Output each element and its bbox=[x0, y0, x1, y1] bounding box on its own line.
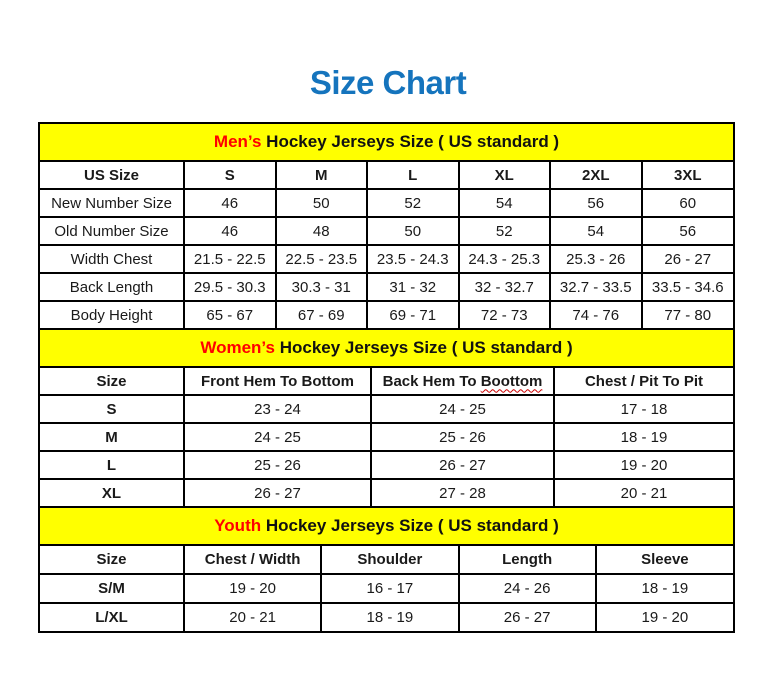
column-header: Size bbox=[40, 368, 184, 395]
size-cell: 72 - 73 bbox=[459, 301, 551, 328]
womens-header-row bbox=[40, 368, 733, 395]
size-cell: 21.5 - 22.5 bbox=[184, 245, 276, 273]
size-cell: 50 bbox=[276, 189, 368, 217]
back-hem-misspelled-word: Boottom bbox=[480, 372, 543, 390]
row-label: Width Chest bbox=[40, 245, 184, 273]
table-row bbox=[40, 273, 733, 301]
womens-section-header bbox=[40, 328, 733, 368]
size-cell: 18 - 19 bbox=[554, 423, 733, 451]
size-cell: 24 - 25 bbox=[184, 423, 371, 451]
column-header: Length bbox=[459, 546, 596, 574]
size-cell: 48 bbox=[276, 217, 368, 245]
youth-section-header bbox=[40, 506, 733, 546]
size-cell: 24.3 - 25.3 bbox=[459, 245, 551, 273]
size-cell: 17 - 18 bbox=[554, 395, 733, 423]
size-cell: 22.5 - 23.5 bbox=[276, 245, 368, 273]
table-row bbox=[40, 189, 733, 217]
size-cell: 46 bbox=[184, 189, 276, 217]
column-header: L bbox=[367, 162, 459, 189]
row-label: XL bbox=[40, 479, 184, 506]
size-cell: 24 - 25 bbox=[371, 395, 554, 423]
row-label: M bbox=[40, 423, 184, 451]
size-cell: 16 - 17 bbox=[321, 574, 458, 603]
table-row bbox=[40, 395, 733, 423]
column-header: Chest / Pit To Pit bbox=[554, 368, 733, 395]
table-row bbox=[40, 479, 733, 506]
table-row bbox=[40, 574, 733, 603]
size-cell: 67 - 69 bbox=[276, 301, 368, 328]
table-row bbox=[40, 603, 733, 631]
row-label: Back Length bbox=[40, 273, 184, 301]
size-cell: 74 - 76 bbox=[550, 301, 642, 328]
column-header: 2XL bbox=[550, 162, 642, 189]
size-cell: 56 bbox=[642, 217, 734, 245]
mens-section-header bbox=[40, 124, 733, 162]
size-cell: 33.5 - 34.6 bbox=[642, 273, 734, 301]
row-label: S bbox=[40, 395, 184, 423]
column-header: M bbox=[276, 162, 368, 189]
size-cell: 30.3 - 31 bbox=[276, 273, 368, 301]
size-cell: 26 - 27 bbox=[459, 603, 596, 631]
size-cell: 18 - 19 bbox=[596, 574, 733, 603]
size-cell: 56 bbox=[550, 189, 642, 217]
size-cell: 23 - 24 bbox=[184, 395, 371, 423]
table-row bbox=[40, 301, 733, 328]
column-header: Size bbox=[40, 546, 184, 574]
row-label: L bbox=[40, 451, 184, 479]
youth-size-table bbox=[40, 546, 733, 631]
size-cell: 25 - 26 bbox=[184, 451, 371, 479]
size-cell: 25.3 - 26 bbox=[550, 245, 642, 273]
row-label: Body Height bbox=[40, 301, 184, 328]
mens-header-row bbox=[40, 162, 733, 189]
size-cell: 24 - 26 bbox=[459, 574, 596, 603]
size-cell: 31 - 32 bbox=[367, 273, 459, 301]
table-row bbox=[40, 451, 733, 479]
row-label: L/XL bbox=[40, 603, 184, 631]
column-header: US Size bbox=[40, 162, 184, 189]
size-cell: 50 bbox=[367, 217, 459, 245]
size-cell: 52 bbox=[459, 217, 551, 245]
size-cell: 26 - 27 bbox=[184, 479, 371, 506]
size-cell: 26 - 27 bbox=[371, 451, 554, 479]
back-hem-text: Back Hem To bbox=[382, 372, 481, 390]
table-row bbox=[40, 423, 733, 451]
column-header: 3XL bbox=[642, 162, 734, 189]
size-cell: 46 bbox=[184, 217, 276, 245]
size-cell: 60 bbox=[642, 189, 734, 217]
size-cell: 65 - 67 bbox=[184, 301, 276, 328]
mens-label-rest: Hockey Jerseys Size ( US standard ) bbox=[261, 132, 560, 151]
size-cell: 27 - 28 bbox=[371, 479, 554, 506]
column-header: Sleeve bbox=[596, 546, 733, 574]
size-cell: 32.7 - 33.5 bbox=[550, 273, 642, 301]
mens-label-highlight: Men’s bbox=[213, 132, 262, 151]
size-cell: 19 - 20 bbox=[184, 574, 321, 603]
table-row bbox=[40, 245, 733, 273]
youth-label-highlight: Youth bbox=[214, 516, 262, 535]
size-cell: 69 - 71 bbox=[367, 301, 459, 328]
column-header: Chest / Width bbox=[184, 546, 321, 574]
youth-label-rest: Hockey Jerseys Size ( US standard ) bbox=[261, 516, 559, 535]
column-header: S bbox=[184, 162, 276, 189]
size-cell: 19 - 20 bbox=[596, 603, 733, 631]
mens-size-table bbox=[40, 162, 733, 328]
column-header: Front Hem To Bottom bbox=[184, 368, 371, 395]
size-cell: 54 bbox=[459, 189, 551, 217]
size-cell: 29.5 - 30.3 bbox=[184, 273, 276, 301]
youth-header-row bbox=[40, 546, 733, 574]
row-label: New Number Size bbox=[40, 189, 184, 217]
size-cell: 54 bbox=[550, 217, 642, 245]
size-cell: 23.5 - 24.3 bbox=[367, 245, 459, 273]
size-cell: 19 - 20 bbox=[554, 451, 733, 479]
size-cell: 32 - 32.7 bbox=[459, 273, 551, 301]
column-header: XL bbox=[459, 162, 551, 189]
table-row bbox=[40, 217, 733, 245]
size-cell: 18 - 19 bbox=[321, 603, 458, 631]
womens-label-rest: Hockey Jerseys Size ( US standard ) bbox=[274, 338, 573, 357]
size-cell: 52 bbox=[367, 189, 459, 217]
size-cell: 25 - 26 bbox=[371, 423, 554, 451]
row-label: S/M bbox=[40, 574, 184, 603]
column-header: Shoulder bbox=[321, 546, 458, 574]
size-chart bbox=[38, 122, 735, 633]
size-cell: 77 - 80 bbox=[642, 301, 734, 328]
womens-label-highlight: Women’s bbox=[200, 338, 275, 357]
size-cell: 20 - 21 bbox=[554, 479, 733, 506]
womens-size-table bbox=[40, 368, 733, 506]
page-title: Size Chart bbox=[309, 64, 467, 101]
size-cell: 26 - 27 bbox=[642, 245, 734, 273]
column-header-back-hem bbox=[371, 368, 554, 395]
row-label: Old Number Size bbox=[40, 217, 184, 245]
size-cell: 20 - 21 bbox=[184, 603, 321, 631]
